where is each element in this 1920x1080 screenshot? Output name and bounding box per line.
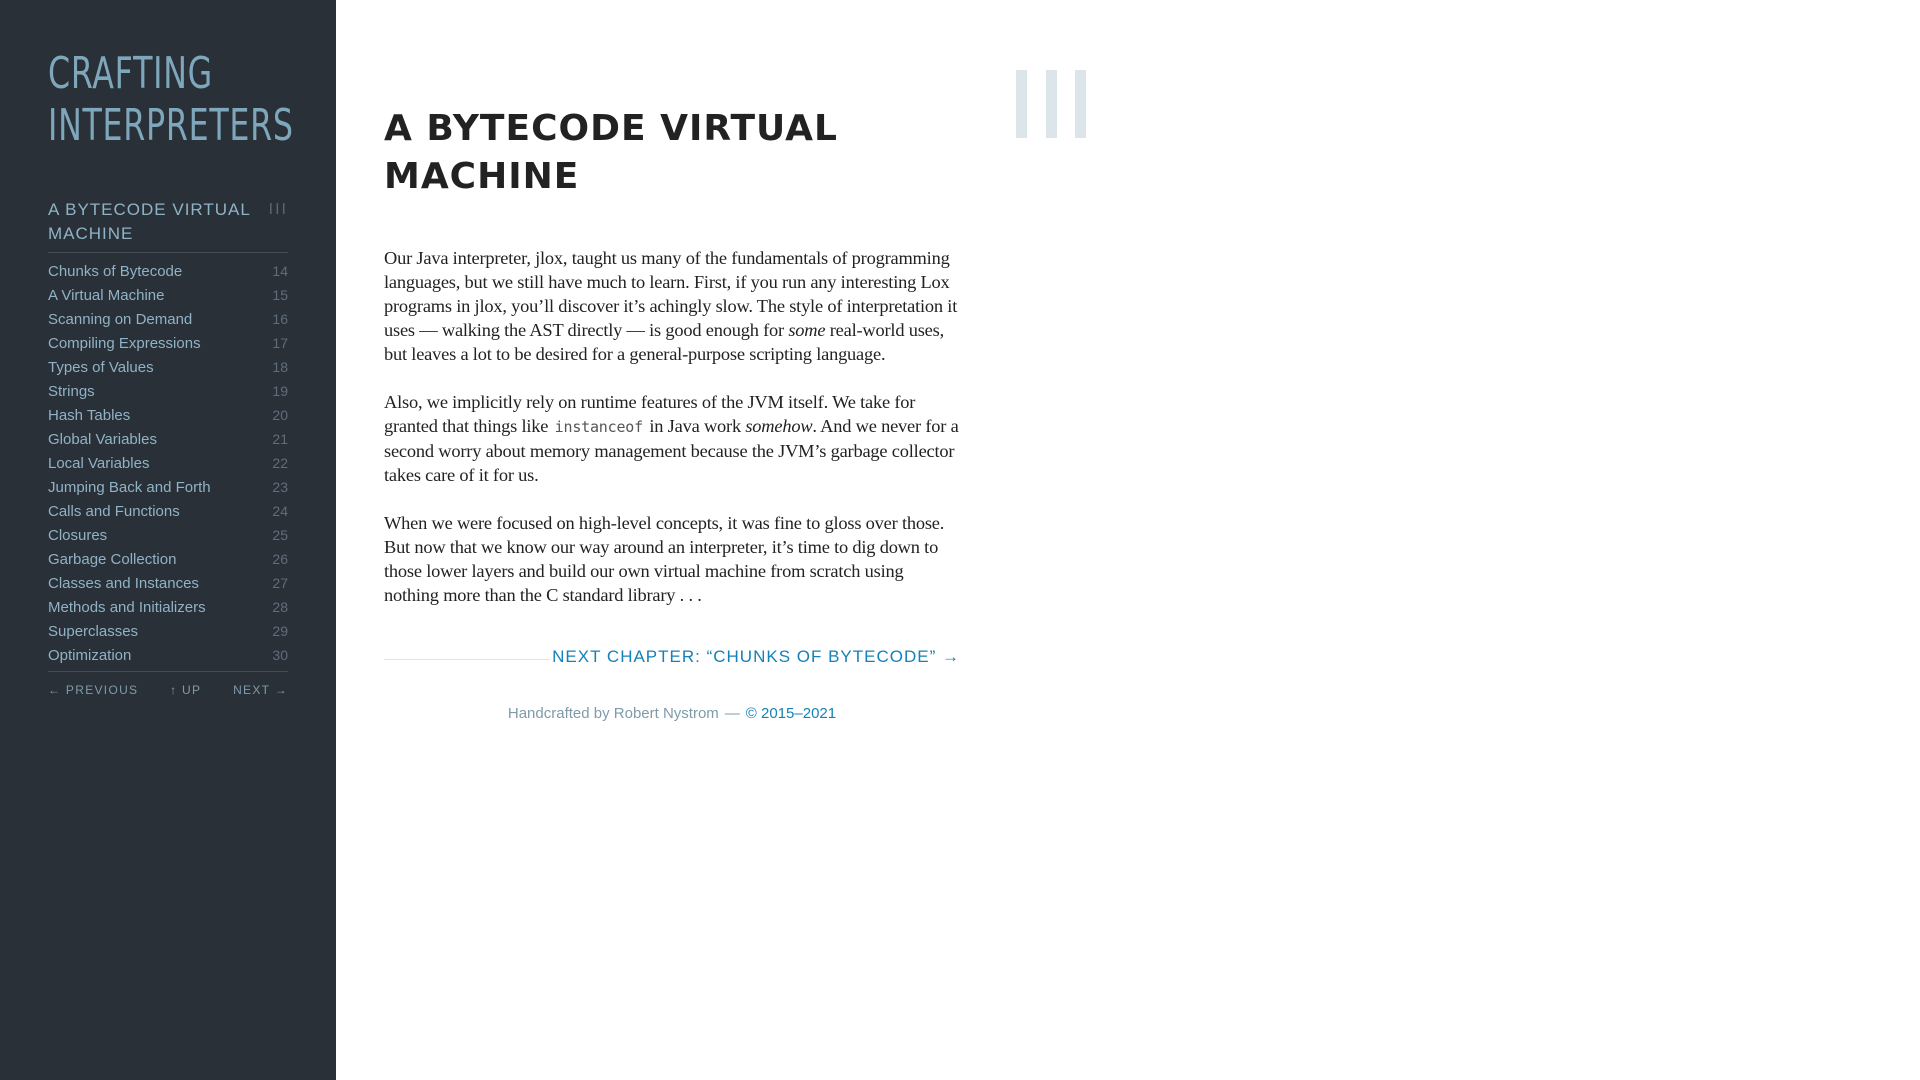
chapter-title-link[interactable]: Closures — [48, 526, 108, 544]
divider — [48, 671, 288, 672]
site-logo[interactable] — [48, 48, 294, 152]
chapter-item[interactable] — [48, 427, 288, 451]
chapter-title-link[interactable]: Superclasses — [48, 622, 139, 640]
chapter-item[interactable] — [48, 379, 288, 403]
chapter-item[interactable] — [48, 547, 288, 571]
chapter-item[interactable] — [48, 571, 288, 595]
text-run: . And we never for a second worry about memory management because the JVM’s garbage collector takes care of it for us. — [384, 416, 959, 485]
chapter-number: 14 — [272, 263, 288, 279]
paragraph — [384, 390, 960, 487]
chapter-title-link[interactable]: Strings — [48, 382, 95, 400]
numeral-stroke — [1075, 70, 1086, 138]
chapter-number: 25 — [272, 527, 288, 543]
paragraph: When we were focused on high-level concepts, it was fine to gloss over those. But now that we know our way around an interpreter, it’s time to dig down to those lower layers and build our own virtual machine from scratch using nothing more than the C standard library . . . — [384, 513, 945, 605]
chapter-item[interactable] — [48, 475, 288, 499]
chapter-number: 24 — [272, 503, 288, 519]
chapter-number: 26 — [272, 551, 288, 567]
chapter-title-link[interactable]: Classes and Instances — [48, 574, 199, 592]
part-numeral-decoration — [1016, 70, 1086, 138]
chapter-title-link[interactable]: Calls and Functions — [48, 502, 180, 520]
chapter-title-link[interactable]: Local Variables — [48, 454, 150, 472]
chapter-item[interactable] — [48, 619, 288, 643]
copyright-link[interactable]: © 2015–2021 — [745, 705, 837, 722]
chapter-number: 30 — [272, 647, 288, 663]
text-run: Our Java interpreter, jlox, taught us many of the fundamentals of programming languages, but we still have much to learn. First, if you run any interesting Lox programs in jlox, you’ll discover it’s achingly slow. The style of interpretation it uses — walking the AST directly — is good enough for — [384, 248, 958, 340]
chapter-number: 22 — [272, 455, 288, 471]
chapter-title-link[interactable]: Optimization — [48, 646, 132, 664]
chapter-title-link[interactable]: Scanning on Demand — [48, 310, 193, 328]
divider — [384, 659, 550, 660]
chapter-title-link[interactable]: Methods and Initializers — [48, 598, 206, 616]
chapter-item[interactable] — [48, 451, 288, 475]
text-run: in Java work — [644, 416, 746, 436]
chapter-title-link[interactable]: Garbage Collection — [48, 550, 177, 568]
inline-code: instanceof — [554, 418, 643, 436]
chapter-item[interactable] — [48, 523, 288, 547]
author-credit-link[interactable]: Handcrafted by Robert Nystrom — [507, 705, 719, 722]
chapter-number: 15 — [272, 287, 288, 303]
chapter-item[interactable] — [48, 259, 288, 283]
chapter-number: 18 — [272, 359, 288, 375]
part-header — [48, 198, 288, 246]
chapter-title-link[interactable]: Chunks of Bytecode — [48, 262, 183, 280]
previous-link[interactable]: ← PREVIOUS — [48, 683, 139, 697]
chapter-number: 28 — [272, 599, 288, 615]
next-link[interactable]: NEXT → — [233, 683, 288, 697]
part-title-link[interactable]: A BYTECODE VIRTUAL MACHINE — [48, 200, 251, 243]
chapter-item[interactable] — [48, 355, 288, 379]
chapter-item[interactable] — [48, 499, 288, 523]
chapter-item[interactable] — [48, 283, 288, 307]
chapter-title-link[interactable]: Global Variables — [48, 430, 157, 448]
chapter-number: 27 — [272, 575, 288, 591]
chapter-title-link[interactable]: Jumping Back and Forth — [48, 478, 211, 496]
footer-separator: — — [724, 705, 740, 722]
logo-line-2: INTERPRETERS — [48, 100, 294, 151]
chapter-number: 16 — [272, 311, 288, 327]
chapter-item[interactable] — [48, 643, 288, 667]
chapter-title-link[interactable]: Types of Values — [48, 358, 154, 376]
chapter-number: 23 — [272, 479, 288, 495]
chapter-number: 19 — [272, 383, 288, 399]
chapter-number: 20 — [272, 407, 288, 423]
divider — [48, 252, 288, 253]
part-number: III — [268, 201, 288, 218]
emphasis: some — [788, 320, 826, 340]
sidebar — [0, 0, 336, 1080]
chapter-number: 17 — [272, 335, 288, 351]
chapter-list — [48, 259, 288, 667]
text-run: Also, we implicitly rely on runtime features of the JVM itself. We take for granted that things like — [384, 392, 916, 436]
chapter-number: 29 — [272, 623, 288, 639]
page-title: A BYTECODE VIRTUAL MACHINE — [384, 108, 838, 197]
text-run: real-world uses, but leaves a lot to be desired for a general-purpose scripting language. — [384, 320, 944, 364]
chapter-title-link[interactable]: Hash Tables — [48, 406, 131, 424]
up-link[interactable]: ↑ UP — [170, 683, 202, 697]
numeral-stroke — [1046, 70, 1057, 138]
paragraph — [384, 246, 960, 366]
chapter-number: 21 — [272, 431, 288, 447]
chapter-item[interactable] — [48, 307, 288, 331]
emphasis: somehow — [745, 416, 813, 436]
chapter-item[interactable] — [48, 403, 288, 427]
numeral-stroke — [1016, 70, 1027, 138]
footer — [384, 705, 960, 722]
chapter-title-link[interactable]: A Virtual Machine — [48, 286, 165, 304]
next-chapter-link[interactable]: NEXT CHAPTER: “CHUNKS OF BYTECODE” → — [552, 647, 960, 666]
chapter-item[interactable] — [48, 595, 288, 619]
logo-line-1: CRAFTING — [48, 48, 213, 99]
chapter-item[interactable] — [48, 331, 288, 355]
article-body — [384, 246, 960, 631]
chapter-title-link[interactable]: Compiling Expressions — [48, 334, 201, 352]
next-chapter-row — [384, 645, 960, 669]
pager — [48, 683, 288, 697]
